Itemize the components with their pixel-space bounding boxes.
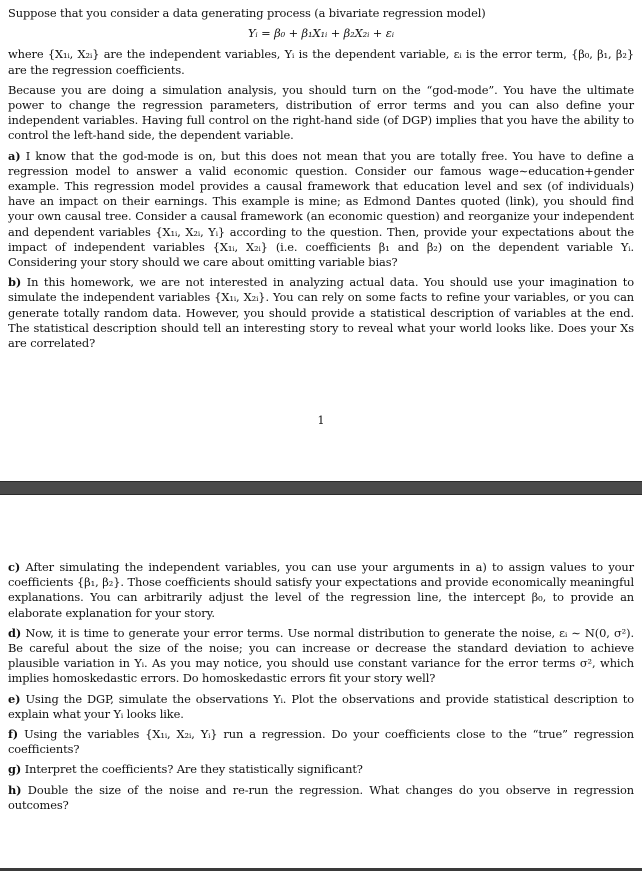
question-e bbox=[8, 692, 634, 722]
question-b-label: b) bbox=[8, 275, 22, 290]
question-d bbox=[8, 626, 634, 687]
question-b-text: In this homework, we are not interested in analyzing actual data. You should use your imagination to simulate the independent variables {X₁ᵢ, X₂ᵢ}. You can rely on some facts to refine your variables, or you can generate totally random data. However, you should provide a statistical description of variables at the end. The statistical description should tell an interesting story to reveal what your world looks like. Does your Xs are correlated? bbox=[8, 275, 634, 351]
question-h-text: Double the size of the noise and re-run the regression. What changes do you observe in regression outcomes? bbox=[8, 782, 634, 812]
intro-paragraph: Suppose that you consider a data generating process (a bivariate regression model) bbox=[8, 6, 486, 20]
question-e-text: Using the DGP, simulate the observations Yᵢ. Plot the observations and provide statistical description to explain what your Yᵢ looks like. bbox=[8, 691, 634, 721]
question-g-text: Interpret the coefficients? Are they statistically significant? bbox=[24, 762, 363, 777]
question-e-label: e) bbox=[8, 691, 21, 706]
question-c bbox=[8, 560, 634, 621]
question-d-label: d) bbox=[8, 625, 22, 640]
question-c-text: After simulating the independent variables, you can use your arguments in a) to assign values to your coefficients {β₁, β₂}. Those coefficients should satisfy your expectations and provide economically meaningful explanations. You can arbitrarily adjust the level of the regression line, the intercept β₀, to provide an elaborate explanation for your story. bbox=[8, 560, 634, 620]
document-page-2 bbox=[0, 560, 642, 871]
question-c-label: c) bbox=[8, 560, 21, 574]
question-d-text: Now, it is time to generate your error terms. Use normal distribution to generate the noise, εᵢ ∼ N(0, σ²). Be careful about the size of the noise; you can increase or decrease the standard deviation to achieve plausible variation in Yᵢ. As you may notice, you should use constant variance for the error terms σ², which implies homoskedastic errors. Do homoskedastic errors fit your story well? bbox=[8, 625, 634, 686]
question-f bbox=[8, 727, 634, 757]
page-number: 1 bbox=[317, 414, 325, 427]
document-page-1 bbox=[0, 6, 642, 476]
godmode-paragraph: Because you are doing a simulation analysis, you should turn on the “god-mode”. You have the ultimate power to change the regression parameters, distribution of error terms and you can also define your independent variables. Having full control on the right-hand side (of DGP) implies that you have the ability to control the left-hand side, the dependent variable. bbox=[8, 82, 634, 143]
question-a-label: a) bbox=[8, 148, 21, 163]
question-a-text: I know that the god-mode is on, but this does not mean that you are totally free. You have to define a regression model to answer a valid economic question. Consider our famous wage∼education+gender example. This regression model provides a causal framework that education level and sex (of individuals) have an impact on their earnings. This example is mine; as Edmond Dantes quoted (link), you should find your own causal tree. Consider a causal framework (an economic question) and reorganize your independent and dependent variables {X₁ᵢ, X₂ᵢ, Yᵢ} according to the question. Then, provide your expectations about the impact of independent variables {X₁ᵢ, X₂ᵢ} (i.e. coefficients β₁ and β₂) on the dependent variable Yᵢ. Considering your story should we care about omitting variable bias? bbox=[8, 148, 634, 270]
question-h bbox=[8, 783, 634, 813]
question-f-text: Using the variables {X₁ᵢ, X₂ᵢ, Yᵢ} run a regression. Do your coefficients close to the “true” regression coefficients? bbox=[8, 727, 634, 757]
question-h-label: h) bbox=[8, 782, 22, 797]
question-a bbox=[8, 149, 634, 271]
question-g bbox=[8, 762, 634, 777]
page-separator bbox=[0, 481, 642, 495]
regression-equation: Yᵢ = β₀ + β₁X₁ᵢ + β₂X₂ᵢ + εᵢ bbox=[248, 26, 394, 41]
where-paragraph: where {X₁ᵢ, X₂ᵢ} are the independent variables, Yᵢ is the dependent variable, εᵢ is the error term, {β₀, β₁, β₂} are the regression coefficients. bbox=[8, 47, 634, 77]
question-g-label: g) bbox=[8, 762, 22, 777]
question-f-label: f) bbox=[8, 727, 19, 742]
question-b bbox=[8, 275, 634, 351]
